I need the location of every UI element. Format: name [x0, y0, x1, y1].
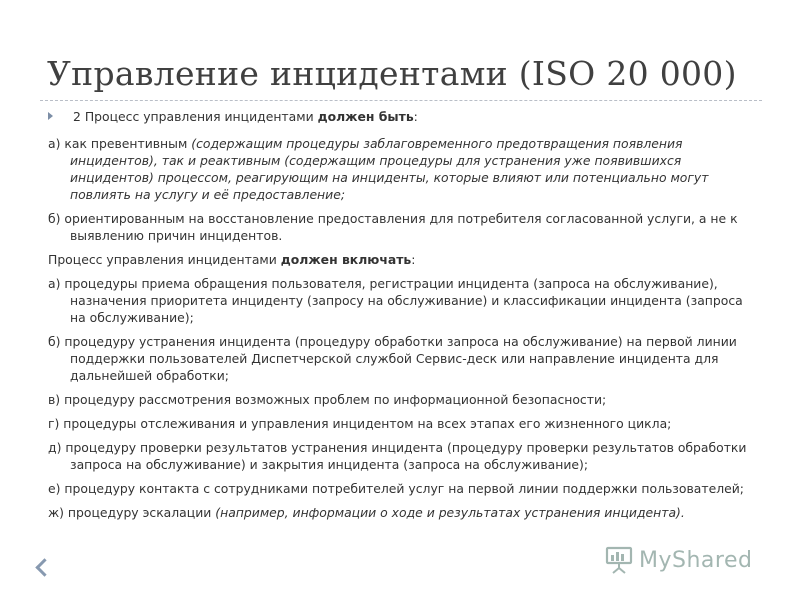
triangle-bullet-icon: [48, 112, 53, 120]
bullet-intro-text: 2 Процесс управления инцидентами: [73, 109, 318, 124]
item-zh: [48, 504, 760, 521]
list-item: г) процедуры отслеживания и управления инцидентом на всех этапах его жизненного цикла;: [48, 416, 672, 431]
watermark-text: MyShared: [639, 547, 753, 573]
list-item: б) процедуру устранения инцидента (процедуру обработки запроса на обслуживание) на первой линии поддержки пользователей Диспетчерской службой Сервис-деск или направление инцидента для дальнейшей обработки;: [48, 334, 737, 383]
include-line-prefix: Процесс управления инцидентами: [48, 252, 281, 267]
bullet-intro-bold: должен быть: [317, 109, 414, 124]
bullet-intro-suffix: :: [413, 109, 418, 124]
include-line-suffix: :: [411, 252, 416, 267]
item-zh-prefix: ж) процедуру эскалации: [48, 505, 216, 520]
list-item: е) процедуру контакта с сотрудниками потребителей услуг на первой линии поддержки пользователей;: [48, 481, 744, 496]
item-a-italic: (содержащим процедуры заблаговременного предотвращения появления инцидентов), так и реактивным (содержащим процедуры для устранения уже появившихся инцидентов) процессом, реагирующим на инциденты, которые влияют или потенциально могут повлиять на услугу и её предоставление;: [70, 136, 709, 202]
bullet-intro: [48, 108, 760, 125]
list-item: а) процедуры приема обращения пользователя, регистрации инцидента (запроса на обслуживание), назначения приоритета инциденту (запросу на обслуживание) и классификации инцидента (запроса на обслуживание);: [48, 276, 743, 325]
title-divider: [40, 100, 762, 101]
item-zh-italic: (например, информации о ходе и результатах устранения инцидента).: [215, 505, 685, 520]
chevron-left-icon[interactable]: [35, 558, 53, 576]
list-item: в) процедуру рассмотрения возможных проблем по информационной безопасности;: [48, 392, 607, 407]
slide-title: Управление инцидентами (ISO 20 000): [47, 54, 737, 93]
item-a-prefix: а) как превентивным: [48, 136, 192, 151]
slide-content: [48, 108, 760, 528]
presentation-board-icon: [604, 546, 634, 574]
watermark: [604, 546, 752, 574]
list-item: д) процедуру проверки результатов устранения инцидента (процедуру проверки результатов обработки запроса на обслуживание) и закрытия инцидента (запроса на обслуживание);: [48, 440, 747, 472]
item-a: [48, 135, 760, 203]
item-b: б) ориентированным на восстановление предоставления для потребителя согласованной услуги, а не к выявлению причин инцидентов.: [48, 211, 738, 243]
include-line-bold: должен включать: [280, 252, 412, 267]
include-line: [48, 251, 760, 268]
